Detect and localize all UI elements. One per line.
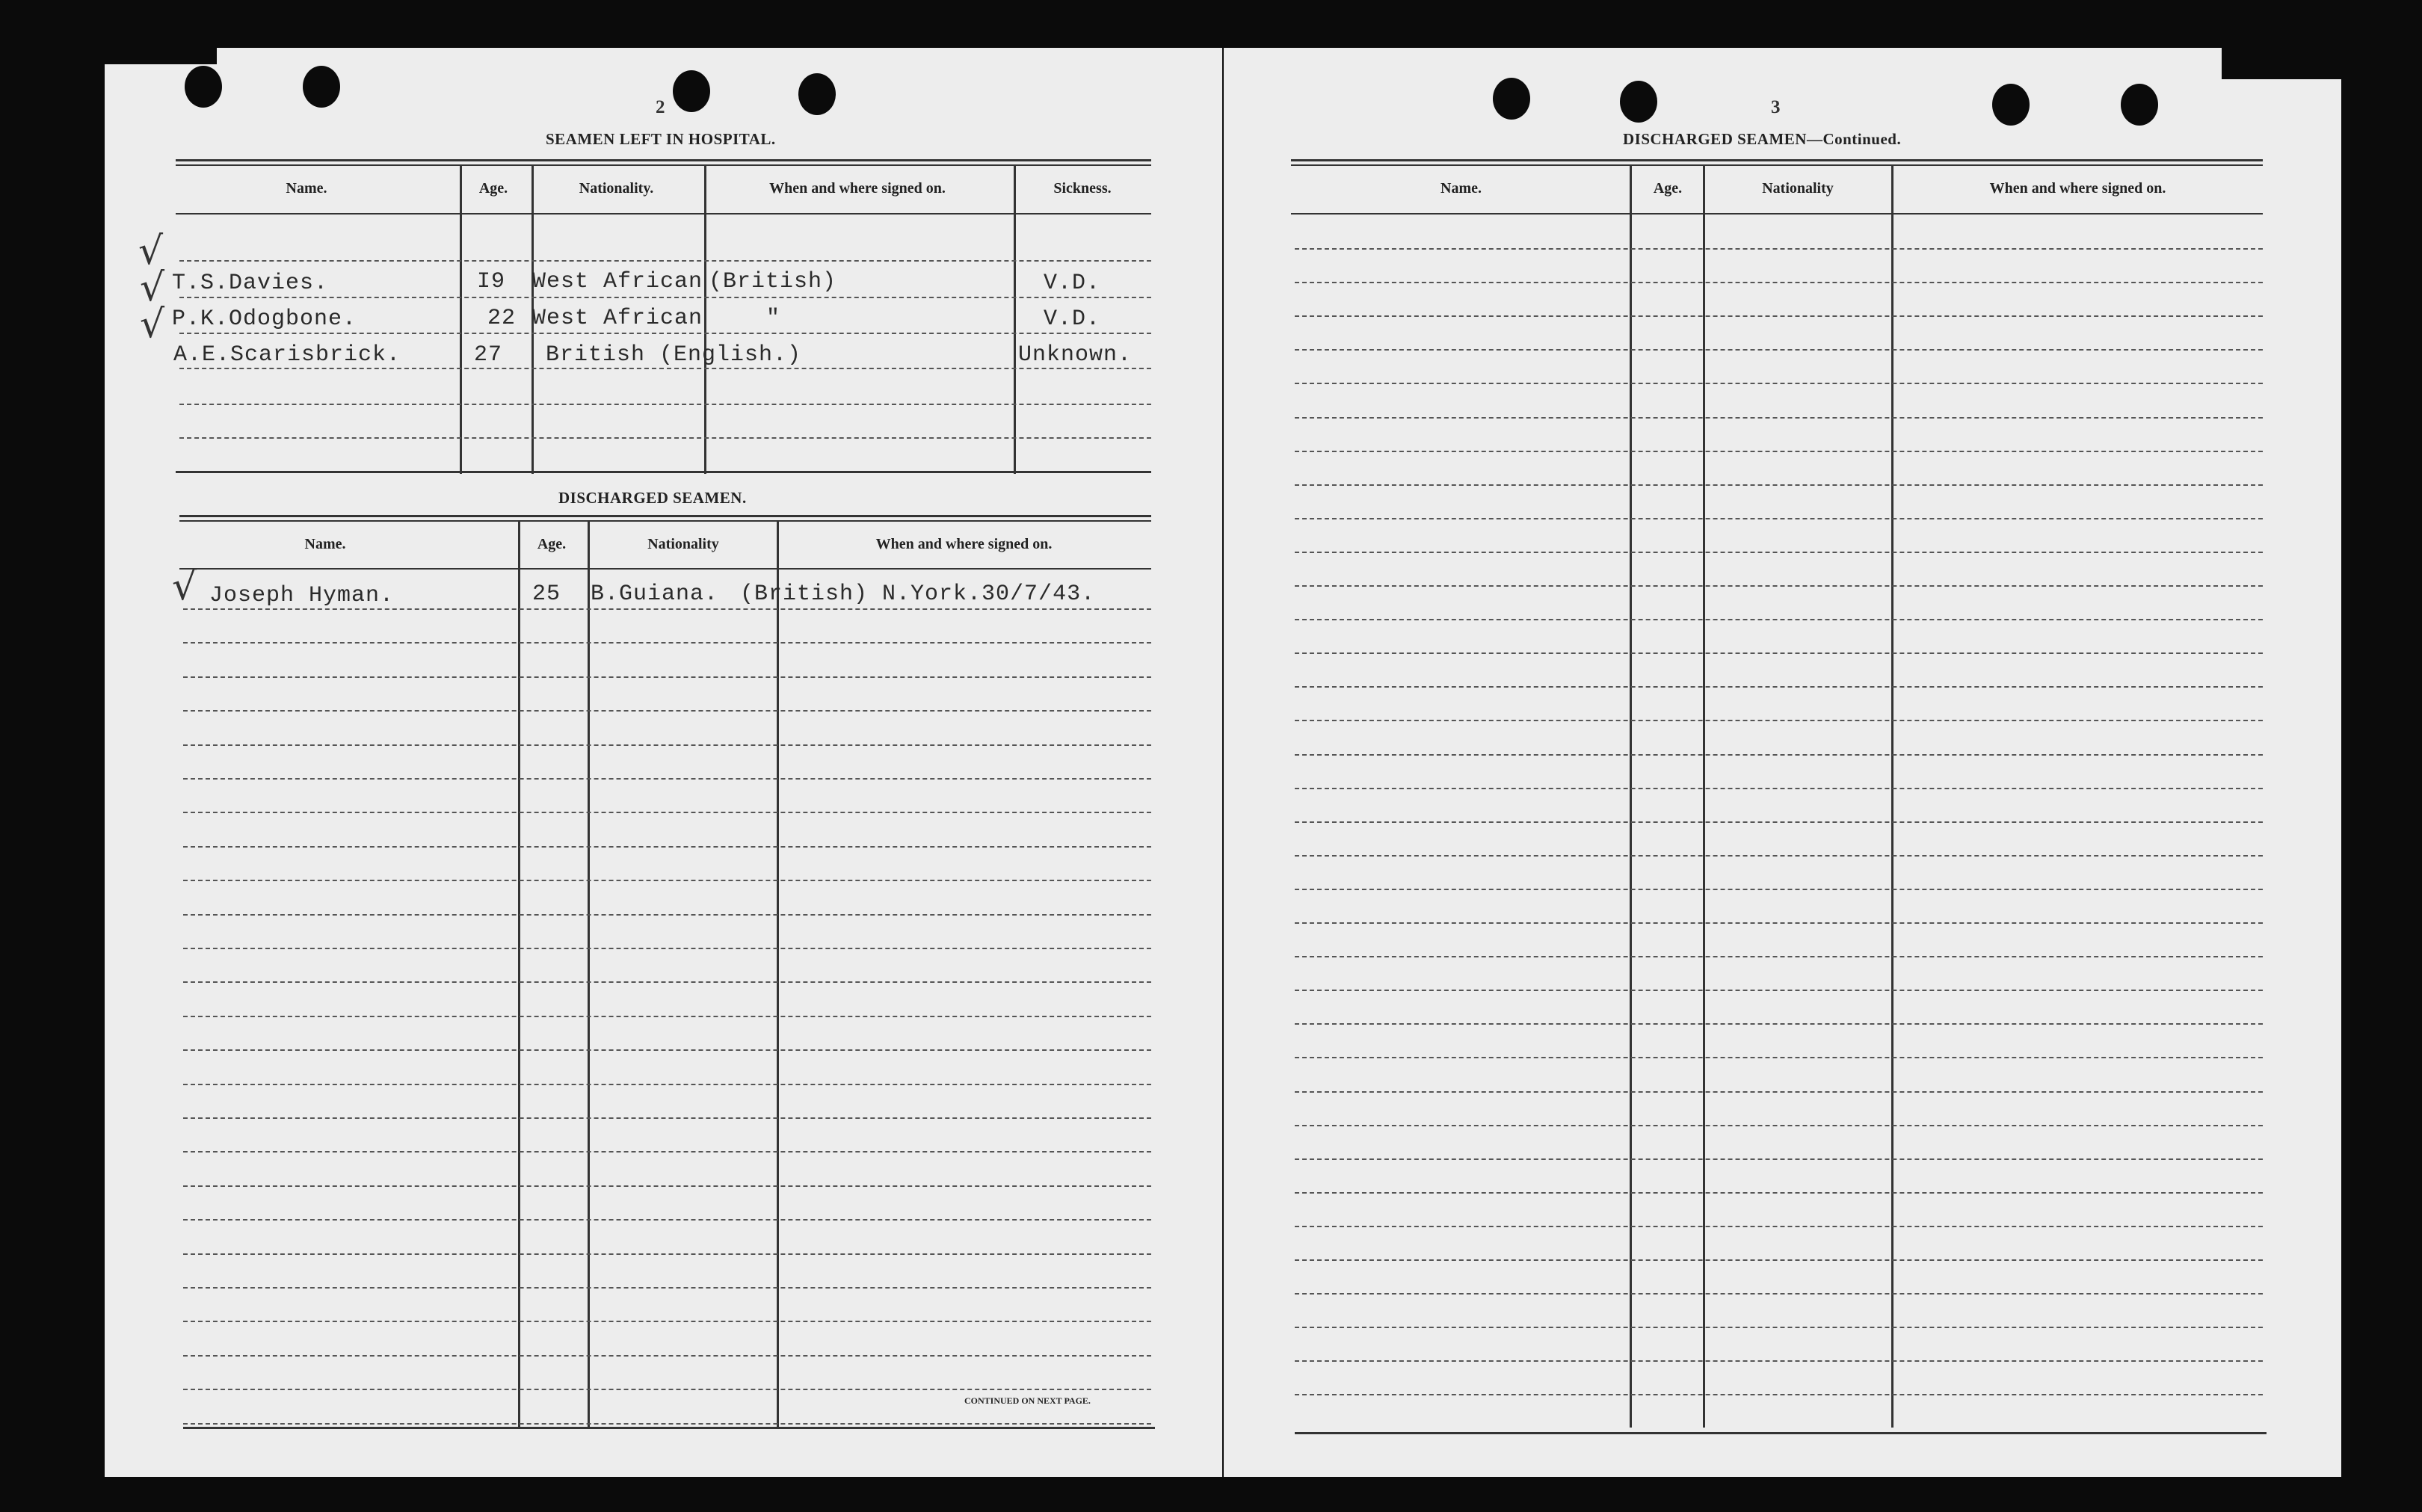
ruled-line: [183, 846, 1151, 848]
ruled-line: [183, 608, 1151, 610]
hospital-section-title: SEAMEN LEFT IN HOSPITAL.: [546, 130, 776, 148]
ruled-line: [183, 1219, 1151, 1221]
ruled-line: [1295, 788, 2263, 789]
continued-footer: CONTINUED ON NEXT PAGE.: [964, 1395, 1091, 1406]
ruled-line: [1295, 1057, 2263, 1058]
hospital-col-sickness: Sickness.: [1053, 180, 1112, 197]
double-rule: [176, 159, 1151, 161]
ruled-line: [179, 404, 1151, 405]
ruled-line: [183, 1389, 1151, 1390]
column-divider: [777, 522, 779, 1428]
ruled-line: [183, 1117, 1151, 1119]
hospital-row-nationality: West African: [532, 306, 703, 331]
ruled-line: [183, 1355, 1151, 1357]
header-rule: [179, 568, 1151, 570]
punch-hole: [1620, 81, 1657, 123]
ruled-line: [183, 1016, 1151, 1017]
ruled-line: [1295, 922, 2263, 924]
check-mark: √: [172, 564, 197, 609]
check-mark: √: [140, 302, 165, 347]
continued-col-nationality: Nationality: [1762, 180, 1834, 197]
punch-hole: [2121, 84, 2158, 126]
ruled-line: [183, 1287, 1151, 1289]
page-number: 2: [656, 97, 665, 117]
header-rule: [1291, 213, 2263, 215]
ruled-line: [1295, 889, 2263, 890]
ruled-line: [1295, 451, 2263, 452]
ruled-line: [1295, 990, 2263, 991]
hospital-col-signed-on: When and where signed on.: [769, 180, 946, 197]
column-divider: [1630, 166, 1632, 1428]
section-rule: [176, 471, 1151, 473]
ruled-line: [1295, 619, 2263, 620]
hospital-col-age: Age.: [478, 180, 508, 197]
ruled-line: [183, 676, 1151, 678]
ruled-line: [1295, 1259, 2263, 1261]
ruled-line: [1295, 484, 2263, 486]
hospital-row-sickness: Unknown.: [1018, 342, 1133, 368]
ruled-line: [1295, 248, 2263, 250]
ruled-line: [1295, 1125, 2263, 1126]
continued-col-signed-on: When and where signed on.: [1989, 180, 2166, 197]
ruled-line: [183, 778, 1151, 780]
punch-hole: [185, 66, 222, 108]
ruled-line: [183, 1151, 1151, 1152]
ruled-line: [179, 260, 1151, 262]
ruled-line: [1295, 417, 2263, 419]
ruled-line: [1295, 956, 2263, 957]
ruled-line: [1295, 315, 2263, 317]
discharged-row-name: Joseph Hyman.: [209, 583, 395, 608]
ruled-line: [179, 368, 1151, 369]
ruled-line: [183, 948, 1151, 949]
punch-hole: [1992, 84, 2030, 126]
hospital-row-sickness: V.D.: [1044, 271, 1101, 296]
double-rule: [1291, 159, 2263, 161]
punch-hole: [1493, 78, 1530, 120]
left-page: [105, 48, 1222, 1477]
ruled-line: [179, 437, 1151, 439]
ruled-line: [1295, 349, 2263, 351]
torn-edge: [105, 48, 217, 64]
torn-edge: [2222, 48, 2341, 79]
column-divider: [460, 166, 462, 474]
double-rule: [179, 520, 1151, 522]
ruled-line: [183, 981, 1151, 983]
ruled-line: [183, 1084, 1151, 1085]
ruled-line: [1295, 282, 2263, 283]
ruled-line: [1295, 1192, 2263, 1194]
check-mark: √: [138, 229, 164, 274]
ruled-line: [183, 1253, 1151, 1255]
ruled-line: [1295, 720, 2263, 721]
discharged-col-name: Name.: [304, 536, 346, 552]
column-divider: [588, 522, 590, 1428]
hospital-row-ditto: ": [766, 306, 781, 331]
hospital-row-name: A.E.Scarisbrick.: [173, 342, 401, 368]
discharged-row-age: 25: [532, 581, 561, 607]
right-page: [1224, 48, 2341, 1477]
hospital-row-name: T.S.Davies.: [172, 271, 329, 296]
hospital-row-age: 27: [474, 342, 503, 368]
ruled-line: [1295, 518, 2263, 519]
hospital-row-sickness: V.D.: [1044, 306, 1101, 332]
ruled-line: [183, 642, 1151, 644]
ruled-line: [1295, 1091, 2263, 1093]
ruled-line: [1295, 1023, 2263, 1025]
ruled-line: [1295, 652, 2263, 654]
ruled-line: [1295, 821, 2263, 823]
ruled-line: [179, 297, 1151, 298]
hospital-row-nationality: West African: [532, 269, 703, 294]
ruled-line: [183, 1185, 1151, 1187]
double-rule: [1291, 164, 2263, 166]
hospital-row-name: P.K.Odogbone.: [172, 306, 357, 332]
ruled-line: [1295, 383, 2263, 384]
hospital-row-signed-on: (British): [709, 269, 837, 294]
punch-hole: [673, 70, 710, 112]
column-divider: [518, 522, 520, 1428]
double-rule: [176, 164, 1151, 166]
ruled-line: [1295, 1360, 2263, 1362]
ruled-line: [1295, 1293, 2263, 1295]
hospital-col-name: Name.: [286, 180, 327, 197]
page-number: 3: [1771, 97, 1781, 117]
hospital-row-nationality: British (English.): [546, 342, 802, 368]
ruled-line: [183, 710, 1151, 712]
ruled-line: [179, 333, 1151, 334]
ruled-line: [1295, 686, 2263, 688]
column-divider: [1014, 166, 1016, 474]
ruled-line: [1295, 585, 2263, 587]
ruled-line: [1295, 754, 2263, 756]
ruled-line: [183, 812, 1151, 813]
discharged-col-nationality: Nationality: [647, 536, 719, 552]
ruled-line: [183, 880, 1151, 881]
column-divider: [704, 166, 706, 474]
hospital-row-age: I9: [477, 269, 506, 294]
discharged-section-title: DISCHARGED SEAMEN.: [558, 489, 747, 507]
ruled-line: [1295, 1327, 2263, 1328]
discharged-col-age: Age.: [537, 536, 567, 552]
ruled-line: [183, 914, 1151, 916]
punch-hole: [303, 66, 340, 108]
continued-col-age: Age.: [1653, 180, 1683, 197]
discharged-row-nationality: B.Guiana.: [591, 581, 719, 607]
column-divider: [1703, 166, 1705, 1428]
ruled-line: [183, 1321, 1151, 1322]
discharged-continued-title: DISCHARGED SEAMEN—Continued.: [1623, 130, 1902, 148]
header-rule: [176, 213, 1151, 215]
continued-col-name: Name.: [1440, 180, 1482, 197]
punch-hole: [798, 73, 836, 115]
ruled-line: [1295, 552, 2263, 553]
bottom-rule: [1295, 1432, 2267, 1434]
ruled-line: [183, 744, 1151, 746]
check-mark: √: [140, 265, 165, 310]
ruled-line: [1295, 855, 2263, 857]
ruled-line: [1295, 1226, 2263, 1227]
column-divider: [1891, 166, 1893, 1428]
hospital-col-nationality: Nationality.: [579, 180, 654, 197]
discharged-col-signed-on: When and where signed on.: [875, 536, 1053, 552]
bottom-rule: [183, 1427, 1155, 1429]
ruled-line: [1295, 1394, 2263, 1395]
hospital-row-age: 22: [487, 306, 517, 331]
discharged-row-signed-on: (British) N.York.30/7/43.: [740, 581, 1096, 607]
double-rule: [179, 515, 1151, 517]
ruled-line: [183, 1423, 1151, 1425]
ruled-line: [183, 1049, 1151, 1051]
ruled-line: [1295, 1158, 2263, 1160]
